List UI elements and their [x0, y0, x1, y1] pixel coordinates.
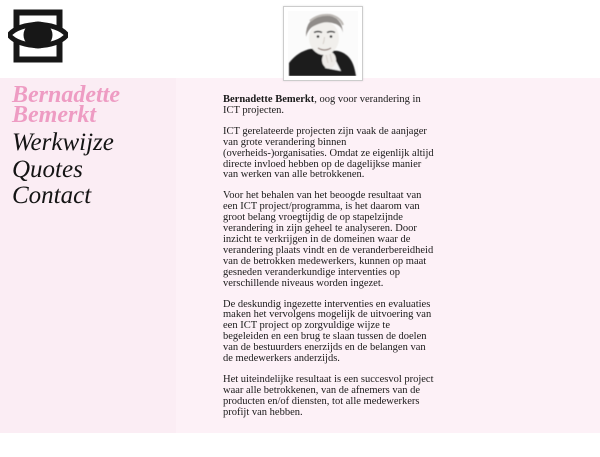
eye-logo-icon[interactable]	[8, 9, 68, 63]
sidebar-item-werkwijze[interactable]: Werkwijze	[12, 129, 114, 156]
intro-rest-text: , oog voor verandering in ICT projecten.	[223, 94, 421, 116]
body-paragraph: ICT gerelateerde projecten zijn vaak de aanjager van grote verandering binnen (overheids-)organisaties. Omdat ze eigenlijk altijd directe invloed hebben op de dagelijkse manier van werken van alle betrokkenen.	[223, 125, 434, 181]
body-paragraph: Voor het behalen van het beoogde resultaat van een ICT project/programma, is het daarom van groot belang vroegtijdig de op stapelzijnde verandering in zijn geheel te analyseren. Door inzicht te verkrijgen in de domeinen waar de verandering plaats vindt en de veranderbereidheid van de betrokken medewerkers, kunnen op maat gesneden veranderkundige interventies op verschillende niveaus worden ingezet.	[223, 190, 434, 289]
sidebar-nav	[12, 82, 182, 210]
body-paragraph: Het uiteindelijke resultaat is een succesvol project waar alle betrokkenen, van de afnemers van de producten en/of diensten, tot alle medewerkers profijt van hebben.	[223, 373, 434, 418]
body-paragraph: De deskundig ingezette interventies en evaluaties maken het vervolgens mogelijk de uitvoering van een ICT project op zorgvuldige wijze te begeleiden en een brug te slaan tussen de doelen van de bestuurders enerzijds en de belangen van de medewerkers anderzijds.	[223, 298, 432, 365]
sidebar-brand-link[interactable]: Bernadette Bemerkt	[12, 82, 120, 128]
main-content	[223, 95, 438, 429]
portrait-photo	[283, 6, 363, 81]
sidebar-item-quotes[interactable]: Quotes	[12, 155, 83, 183]
intro-paragraph	[223, 95, 438, 117]
sidebar-item-contact[interactable]: Contact	[12, 182, 92, 209]
intro-bold-name: Bernadette Bemerkt	[223, 94, 315, 105]
